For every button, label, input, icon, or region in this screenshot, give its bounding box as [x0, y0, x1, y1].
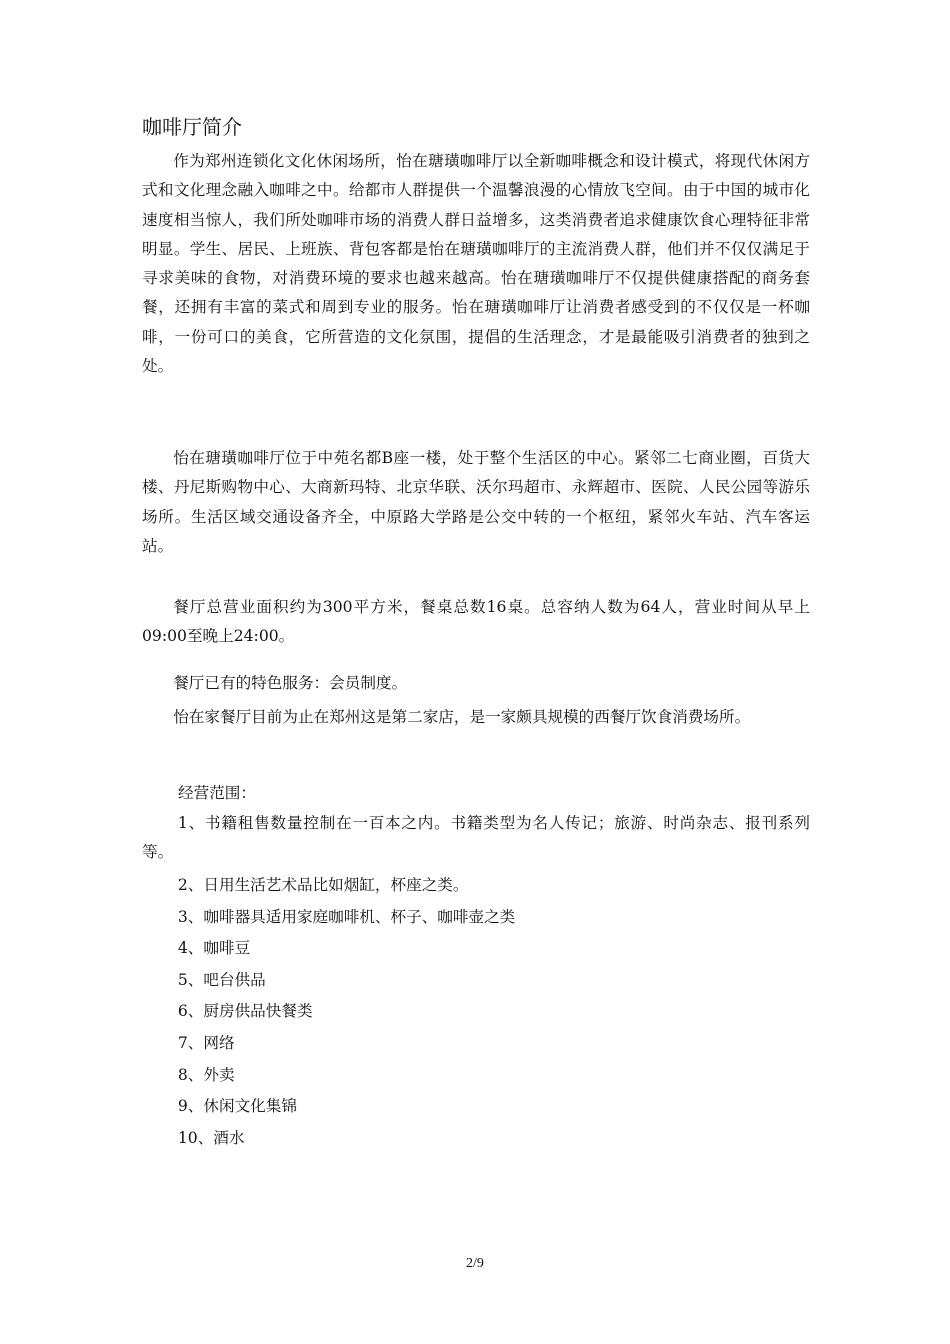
- page-number: 2/9: [466, 1256, 484, 1271]
- business-scope-label: 经营范围：: [178, 784, 256, 802]
- list-item: 6、厨房供品快餐类: [177, 1002, 313, 1021]
- list-item: 5、吧台供品: [177, 970, 266, 989]
- list-item: 4、咖啡豆: [177, 939, 251, 958]
- business-scope-list: [142, 809, 810, 1154]
- list-item: 1、书籍租售数量控制在一百本之内。书籍类型为名人传记；旅游、时尚杂志、报刊系列等。: [142, 814, 810, 861]
- store-paragraph: 怡在家餐厅目前为止在郑州这是第二家店，是一家颇具规模的西餐厅饮食消费场所。: [173, 708, 751, 726]
- list-item: 3、咖啡器具适用家庭咖啡机、杯子、咖啡壶之类: [177, 907, 516, 926]
- intro-paragraph: 作为郑州连锁化文化休闲场所，怡在瑭璜咖啡厅以全新咖啡概念和设计模式，将现代休闲方式和文化理念融入咖啡之中。给都市人群提供一个温馨浪漫的心情放飞空间。由于中国的城市化速度相当惊人，我们所处咖啡市场的消费人群日益增多，这类消费者追求健康饮食心理特征非常明显。学生、居民、上班族、背包客都是怡在瑭璜咖啡厅的主流消费人群，他们并不仅仅满足于寻求美味的食物，对消费环境的要求也越来越高。怡在瑭璜咖啡厅不仅提供健康搭配的商务套餐，还拥有丰富的菜式和周到专业的服务。怡在瑭璜咖啡厅让消费者感受到的不仅仅是一杯咖啡，一份可口的美食，它所营造的文化氛围，提倡的生活理念，才是最能吸引消费者的独到之处。: [142, 152, 810, 376]
- list-item: 2、日用生活艺术品比如烟缸，杯座之类。: [177, 876, 469, 894]
- page-title: 咖啡厅简介: [142, 115, 242, 139]
- location-paragraph: 怡在瑭璜咖啡厅位于中苑名都B座一楼，处于整个生活区的中心。紧邻二七商业圈，百货大楼、丹尼斯购物中心、大商新玛特、北京华联、沃尔玛超市、永辉超市、医院、人民公园等游乐场所。生活区域交通设备齐全，中原路大学路是公交中转的一个枢纽，紧邻火车站、汽车客运站。: [142, 449, 810, 555]
- capacity-paragraph: 餐厅总营业面积约为300平方米，餐桌总数16桌。总容纳人数为64人，营业时间从早上09:00至晚上24:00。: [142, 598, 810, 646]
- list-item: 10、酒水: [177, 1128, 245, 1147]
- services-paragraph: 餐厅已有的特色服务：会员制度。: [173, 674, 408, 692]
- list-item: 9、休闲文化集锦: [177, 1097, 297, 1116]
- list-item: 8、外卖: [177, 1065, 235, 1084]
- list-item: 7、网络: [177, 1033, 235, 1052]
